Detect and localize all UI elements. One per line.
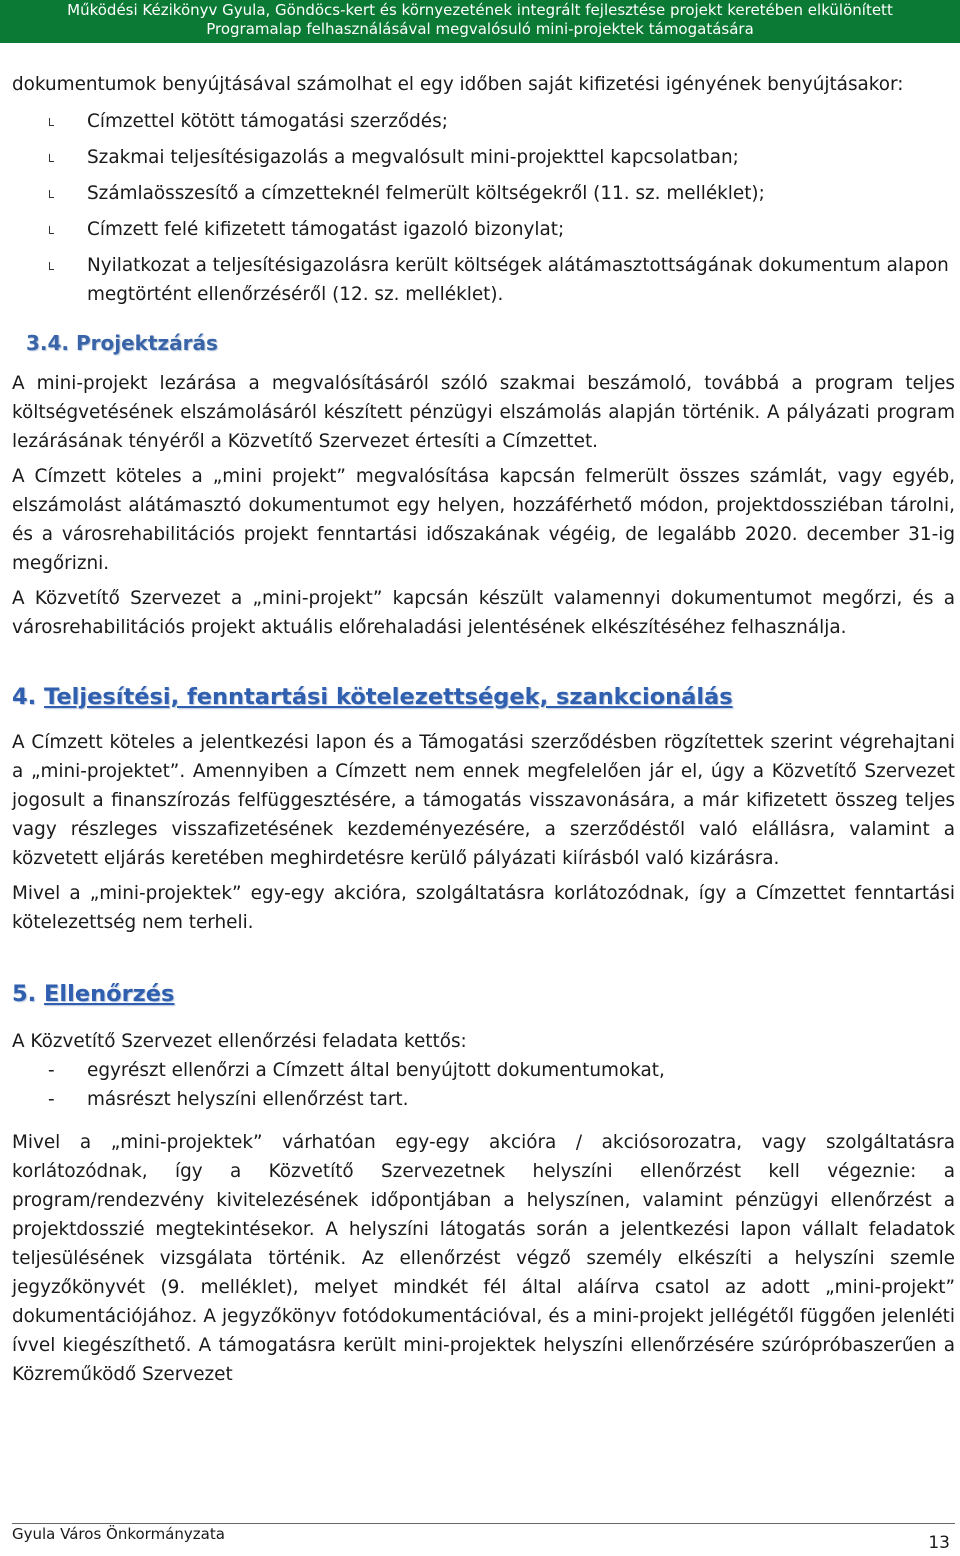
section-5-intro: A Közvetítő Szervezet ellenőrzési feladata kettős: — [12, 1031, 467, 1052]
section-3-4-paragraph-2: A Címzett köteles a „mini projekt” megvalósítása kapcsán felmerült összes számlát, vagy egyéb, elszámolást alátámasztó dokumentumot egy helyen, hozzáférhető módon, projektdossziéban tárolni, és a városrehabilitációs projekt fenntartási időszakának végéig, de legalább 2020. december 31-ig megőrizni. — [12, 466, 955, 574]
document-list — [12, 107, 955, 309]
section-4-paragraph-1: A Címzett köteles a jelentkezési lapon és a Támogatási szerződésben rögzítettek szerint végrehajtani a „mini-projektet”. Amennyiben a Címzett nem ennek megfelelően jár el, úgy a Közvetítő Szervezet jogosult a finanszírozás felfüggesztésére, a támogatás visszavonására, a már kifizetett összeg teljes vagy részleges visszafizetésének kezdeményezésére, a szerződéstől való elállásra, valamint a közvetett eljárás keretében meghirdetésre kerülő pályázati kiírásból való kizárásra. — [12, 732, 955, 869]
running-header — [0, 0, 960, 43]
list-item: Címzett felé kifizetett támogatást igazoló bizonylat; — [12, 215, 955, 244]
section-3-4-paragraph-3: A Közvetítő Szervezet a „mini-projekt” kapcsán készült valamennyi dokumentumot megőrzi, és a városrehabilitációs projekt aktuális előrehaladási jelentésének elkészítéséhez felhasználja. — [12, 588, 955, 638]
control-list — [12, 1056, 955, 1114]
section-5-paragraph: Mivel a „mini-projektek” várhatóan egy-egy akcióra / akciósorozatra, vagy szolgáltatásra korlátozódnak, így a Közvetítő Szervezetnek helyszíni ellenőrzést kell végeznie: a program/rendezvény kivitelezésének időpontjában a helyszínen, valamint pénzügyi ellenőrzést a projektdosszié megtekintésekor. A helyszíni látogatás során a jelentkezési lapon vállalt feladatok teljesülésének vizsgálata történik. Az ellenőrzést végző személy elkészíti a helyszíni szemle jegyzőkönyvét (9. melléklet), melyet mindkét fél által aláírva csatol az adott „mini-projekt” dokumentációjához. A jegyzőkönyv fotódokumentációval, és a mini-projekt jellégétől függően jelenléti ívvel kiegészíthető. A támogatásra került mini-projektek helyszíni ellenőrzésére szúrópróbaszerűen a Közreműködő Szervezet — [12, 1132, 955, 1385]
section-4-paragraph-2: Mivel a „mini-projektek” egy-egy akcióra, szolgáltatásra korlátozódnak, így a Címzettet fenntartási kötelezettség nem terheli. — [12, 883, 955, 933]
bullet-marker-icon — [49, 262, 54, 270]
section-4-heading — [12, 681, 955, 713]
list-item: - másrészt helyszíni ellenőrzést tart. — [12, 1085, 955, 1114]
dash-marker: - — [48, 1089, 55, 1110]
list-item: - egyrészt ellenőrzi a Címzett által benyújtott dokumentumokat, — [12, 1056, 955, 1085]
bullet-marker-icon — [49, 226, 54, 234]
intro-paragraph: dokumentumok benyújtásával számolhat el egy időben saját kifizetési igényének benyújtásakor: — [12, 74, 904, 95]
bullet-marker-icon — [49, 118, 54, 126]
section-4-number: 4. — [12, 684, 37, 710]
section-3-4-heading: 3.4. Projektzárás — [26, 331, 218, 355]
section-5-number: 5. — [12, 981, 37, 1007]
page-body — [12, 70, 955, 1389]
footer-divider — [12, 1523, 955, 1524]
section-3-4-paragraph-1: A mini-projekt lezárása a megvalósításáról szóló szakmai beszámoló, továbbá a program teljes költségvetésének elszámolásáról készített pénzügyi elszámolás alapján történik. A pályázati program lezárásának tényéről a Közvetítő Szervezet értesíti a Címzettet. — [12, 373, 955, 452]
section-5-title: Ellenőrzés — [44, 981, 175, 1007]
bullet-marker-icon — [49, 154, 54, 162]
list-item: Számlaösszesítő a címzetteknél felmerült költségekről (11. sz. melléklet); — [12, 179, 955, 208]
header-line-2: Programalap felhasználásával megvalósuló mini-projektek támogatására — [206, 20, 754, 38]
header-line-1: Működési Kézikönyv Gyula, Göndöcs-kert és környezetének integrált fejlesztése projekt keretében elkülönített — [67, 1, 893, 19]
bullet-marker-icon — [49, 190, 54, 198]
footer-organization: Gyula Város Önkormányzata — [12, 1525, 225, 1543]
list-item: Szakmai teljesítésigazolás a megvalósult mini-projekttel kapcsolatban; — [12, 143, 955, 172]
page-number: 13 — [928, 1533, 950, 1553]
section-4-title: Teljesítési, fenntartási kötelezettségek, szankcionálás — [44, 684, 733, 710]
dash-marker: - — [48, 1060, 55, 1081]
list-item: Nyilatkozat a teljesítésigazolásra került költségek alátámasztottságának dokumentum alapon megtörtént ellenőrzéséről (12. sz. melléklet). — [12, 251, 955, 309]
list-item: Címzettel kötött támogatási szerződés; — [12, 107, 955, 136]
section-5-heading — [12, 978, 955, 1010]
